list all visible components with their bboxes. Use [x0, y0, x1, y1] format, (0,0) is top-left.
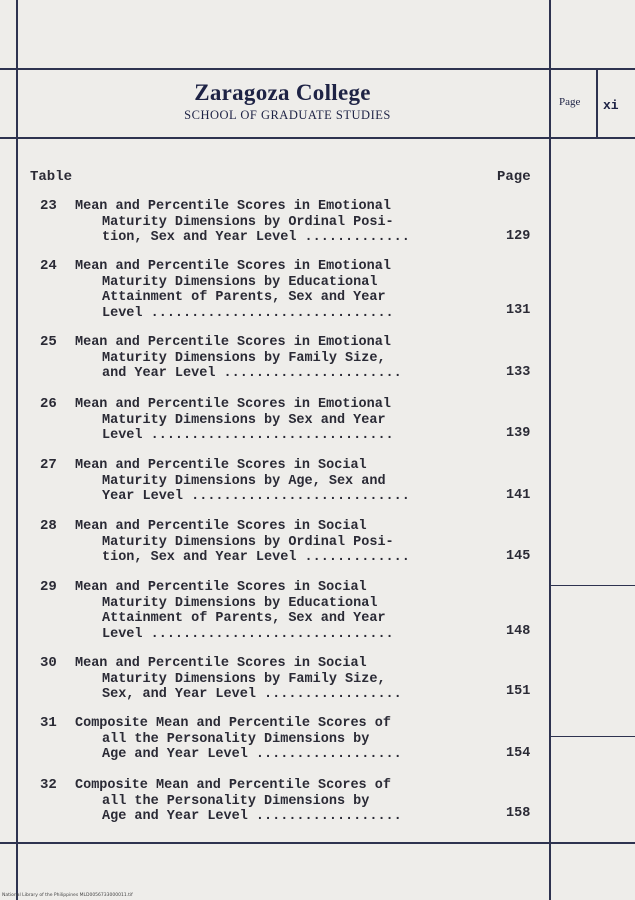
dot-leader: .............: [296, 550, 410, 565]
entry-text: Maturity Dimensions by Educational: [102, 274, 378, 290]
page-number: xi: [603, 98, 619, 113]
dot-leader: ...........................: [183, 489, 410, 504]
dot-leader: .............: [296, 230, 410, 245]
page-box-divider: [596, 68, 598, 138]
entry-text: Level: [102, 428, 143, 443]
entry-text: and Year Level: [102, 366, 216, 381]
page-ref: 129: [506, 229, 531, 244]
entry-text: Mean and Percentile Scores in Social: [75, 656, 367, 671]
entry-text: Mean and Percentile Scores in Social: [75, 519, 367, 534]
right-column-rule-1: [551, 585, 635, 586]
table-column-heading: Table: [30, 169, 73, 185]
dot-leader: ..............................: [142, 626, 394, 642]
dot-leader: ..................: [247, 809, 402, 824]
table-number: 28: [40, 518, 57, 534]
header-bottom-rule: [0, 137, 635, 139]
dot-leader: ......................: [215, 366, 402, 381]
page-ref: 158: [506, 806, 531, 821]
page-ref: 139: [506, 426, 531, 441]
entry-text: Sex, and Year Level: [102, 687, 256, 702]
entry-text: Mean and Percentile Scores in Social: [75, 580, 367, 595]
table-number: 32: [40, 777, 57, 793]
page-ref: 141: [506, 488, 531, 503]
table-number: 30: [40, 655, 57, 671]
dot-leader: ..............................: [142, 305, 394, 321]
entry-text: Age and Year Level: [102, 747, 248, 762]
page-ref: 133: [506, 365, 531, 380]
entry-text: all the Personality Dimensions by: [102, 793, 370, 809]
page-title: Zaragoza College: [194, 80, 371, 105]
table-number: 24: [40, 258, 57, 274]
entry-text: Mean and Percentile Scores in Emotional: [75, 259, 391, 274]
entry-text: Attainment of Parents, Sex and Year: [102, 290, 386, 305]
entry-text: Mean and Percentile Scores in Emotional: [75, 335, 391, 350]
entry-text: Composite Mean and Percentile Scores of: [75, 778, 391, 793]
right-margin-rule: [549, 0, 551, 900]
entry-text: Maturity Dimensions by Family Size,: [102, 350, 386, 366]
entry-text: Level: [102, 626, 143, 642]
entry-text: all the Personality Dimensions by: [102, 731, 370, 747]
entry-text: tion, Sex and Year Level: [102, 230, 297, 245]
page-subtitle: SCHOOL OF GRADUATE STUDIES: [184, 108, 391, 122]
page-ref: 148: [506, 624, 531, 639]
table-number: 25: [40, 334, 57, 350]
dot-leader: ..............................: [142, 428, 394, 443]
table-number: 27: [40, 457, 57, 473]
entry-text: Mean and Percentile Scores in Social: [75, 458, 367, 473]
page-ref: 154: [506, 746, 531, 761]
footer-rule: [0, 842, 635, 844]
scan-footer: National Library of the Philippines MLD0056733000011.tif: [2, 893, 133, 898]
dot-leader: .................: [255, 687, 402, 702]
left-margin-rule: [16, 0, 18, 900]
table-number: 29: [40, 579, 57, 595]
page-column-heading: Page: [497, 169, 531, 185]
header-top-rule: [0, 68, 635, 70]
entry-text: Maturity Dimensions by Ordinal Posi-: [102, 214, 394, 230]
right-column-rule-2: [551, 736, 635, 737]
page-label: Page: [559, 96, 581, 108]
entry-text: Composite Mean and Percentile Scores of: [75, 716, 391, 731]
table-number: 23: [40, 198, 57, 214]
entry-text: Mean and Percentile Scores in Emotional: [75, 199, 391, 214]
entry-text: Maturity Dimensions by Sex and Year: [102, 412, 386, 428]
page-ref: 151: [506, 684, 531, 699]
entry-text: tion, Sex and Year Level: [102, 550, 297, 565]
entry-text: Age and Year Level: [102, 809, 248, 824]
entry-text: Maturity Dimensions by Family Size,: [102, 671, 386, 687]
dot-leader: ..................: [247, 747, 402, 762]
entry-text: Level: [102, 305, 143, 321]
entry-text: Mean and Percentile Scores in Emotional: [75, 397, 391, 412]
entry-text: Maturity Dimensions by Ordinal Posi-: [102, 534, 394, 550]
table-number: 31: [40, 715, 57, 731]
page-ref: 145: [506, 549, 531, 564]
entry-text: Attainment of Parents, Sex and Year: [102, 611, 386, 626]
entry-text: Maturity Dimensions by Age, Sex and: [102, 473, 386, 489]
page-ref: 131: [506, 303, 531, 318]
entry-text: Year Level: [102, 489, 184, 504]
table-number: 26: [40, 396, 57, 412]
entry-text: Maturity Dimensions by Educational: [102, 595, 378, 611]
